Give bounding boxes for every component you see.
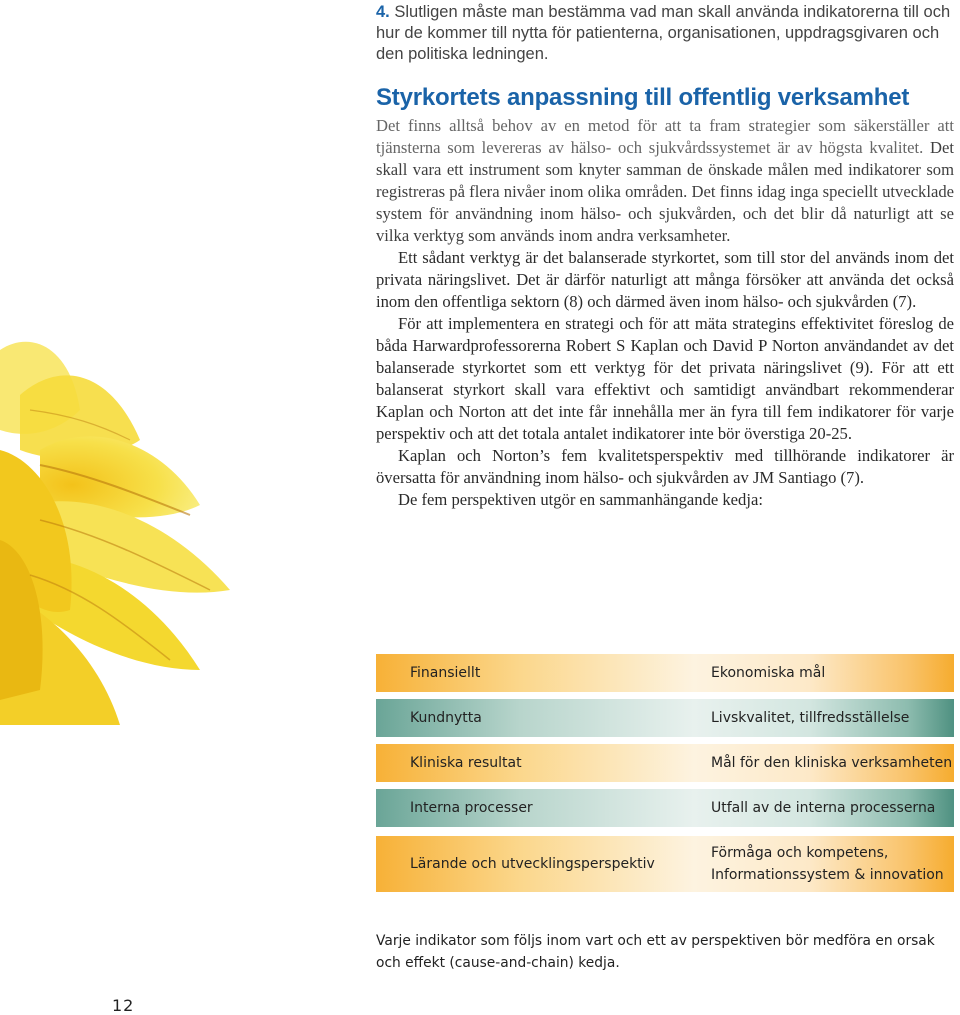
figure-caption: Varje indikator som följs inom vart och ett av perspektiven bör medföra en orsak och effekt (cause-and-chain) kedja. xyxy=(376,933,935,971)
list-item-4 xyxy=(376,2,954,65)
perspective-goal: Ekonomiska mål xyxy=(711,665,826,681)
perspective-goal: Livskvalitet, tillfredsställelse xyxy=(711,710,910,726)
paragraph-1-sentence-2: Det skall vara ett instrument som knyter samman de önskade målen med indikatorer som registreras på flera nivåer inom olika områden. Det finns idag inga speciellt utvecklade system för användning inom hälso- och sjukvården, och det blir då naturligt att se vilka verktyg som används inom andra verksamheter. xyxy=(376,138,954,245)
paragraph-2: Ett sådant verktyg är det balanserade styrkortet, som till stor del används inom det privata näringslivet. Det är därför naturligt att många försöker att använda det också inom den offentliga sektorn (8) och därmed även inom hälso- och sjukvården (7). xyxy=(376,248,954,311)
page-number: 12 xyxy=(112,996,135,1015)
perspective-goal-line-2: Informationssystem & innovation xyxy=(711,867,944,883)
paragraph-3: För att implementera en strategi och för att mäta strategins effektivitet föreslog de båda Harwardprofessorerna Robert S Kaplan och David P Norton användandet av det balanserade styrkortet som ett verktyg för det privata näringslivet (9). För att ett balanserat styrkort skall vara effektivt och samtidigt användbart rekommenderar Kaplan och Norton att det inte får innehålla mer än fyra till fem indikatorer för varje perspektiv och att det totala antalet indikatorer inte bör överstiga 20-25. xyxy=(376,314,954,443)
paragraph-4: Kaplan och Norton’s fem kvalitetsperspektiv med tillhörande indikatorer är översatta för användning inom hälso- och sjukvården av JM Santiago (7). xyxy=(376,446,954,487)
perspective-row-clinical xyxy=(376,744,954,782)
perspective-goal-line-1: Förmåga och kompetens, xyxy=(711,845,889,861)
perspective-label: Kundnytta xyxy=(410,710,482,726)
section-heading: Styrkortets anpassning till offentlig verksamhet xyxy=(376,84,910,111)
perspective-row-learning xyxy=(376,836,954,892)
list-item-text: Slutligen måste man bestämma vad man skall använda indikatorerna till och hur de kommer till nytta för patienterna, organisationen, uppdragsgivaren och den politiska ledningen. xyxy=(376,3,951,63)
perspective-label: Interna processer xyxy=(410,800,533,816)
paragraph-1-sentence-1: Det finns alltså behov av en metod för att ta fram strategier som säkerställer att tjänsterna som levereras av hälso- och sjukvårdssystemet är av högsta kvalitet. xyxy=(376,116,954,157)
perspective-goal: Mål för den kliniska verksamheten xyxy=(711,755,953,771)
perspective-goal xyxy=(711,842,944,886)
perspective-row-internal xyxy=(376,789,954,827)
body-text xyxy=(376,115,954,511)
perspective-label: Lärande och utvecklingsperspektiv xyxy=(410,856,655,872)
perspective-row-customer xyxy=(376,699,954,737)
perspective-label: Finansiellt xyxy=(410,665,481,681)
perspective-label: Kliniska resultat xyxy=(410,755,522,771)
list-number: 4. xyxy=(376,3,390,21)
flower-illustration xyxy=(0,290,240,725)
perspective-goal: Utfall av de interna processerna xyxy=(711,800,936,816)
paragraph-5: De fem perspektiven utgör en sammanhängande kedja: xyxy=(398,490,763,509)
perspective-row-financial xyxy=(376,654,954,692)
